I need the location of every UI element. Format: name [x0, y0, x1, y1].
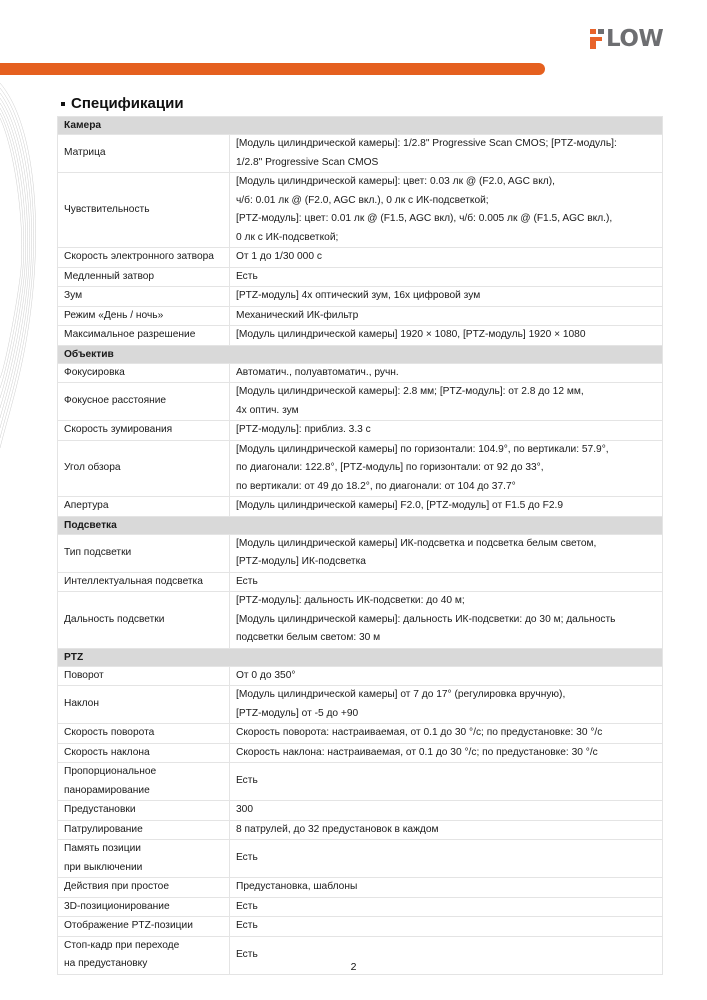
spec-value-line: [Модуль цилиндрической камеры] по горизонтали: 104.9°, по вертикали: 57.9°,: [236, 443, 609, 455]
spec-value-line: Есть: [236, 920, 258, 931]
specifications-table: [57, 116, 663, 975]
spec-key-line: Фокусировка: [64, 366, 125, 378]
header-accent-bar: [0, 63, 545, 75]
spec-value-line: [Модуль цилиндрической камеры]: дальность ИК-подсветки: до 30 м; дальность: [236, 613, 616, 625]
spec-key-line: панорамирование: [64, 784, 150, 796]
spec-key-line: Скорость электронного затвора: [64, 251, 214, 262]
logo-text: LOW: [606, 26, 664, 52]
table-row: [58, 897, 663, 917]
table-row: [58, 306, 663, 326]
spec-key: [58, 287, 230, 307]
spec-key: [58, 383, 230, 421]
spec-key: [58, 363, 230, 383]
spec-key: [58, 840, 230, 878]
spec-key: [58, 686, 230, 724]
spec-value: [230, 592, 663, 649]
spec-key-line: Отображение PTZ-позиции: [64, 920, 193, 931]
flow-logo: [590, 28, 663, 50]
spec-value: [230, 497, 663, 517]
spec-value-line: Есть: [236, 575, 258, 587]
table-row: [58, 497, 663, 517]
spec-value-line: [PTZ-модуль]: дальность ИК-подсветки: до 40 м;: [236, 595, 465, 606]
spec-value-line: по диагонали: 122.8°, [PTZ-модуль] по горизонтали: от 92 до 33°,: [236, 462, 544, 473]
table-row: [58, 820, 663, 840]
spec-value-line: по вертикали: от 49 до 18.2°, по диагонали: от 104 до 37.7°: [236, 480, 516, 492]
spec-value: [230, 306, 663, 326]
decorative-curves-icon: [0, 78, 60, 458]
table-row: [58, 248, 663, 268]
spec-value-line: Есть: [236, 270, 258, 282]
spec-value-line: [Модуль цилиндрической камеры]: 2.8 мм; [PTZ-модуль]: от 2.8 до 12 мм,: [236, 386, 584, 397]
table-row: [58, 572, 663, 592]
table-row: [58, 383, 663, 421]
spec-value: [230, 686, 663, 724]
spec-key: [58, 421, 230, 441]
spec-value-line: От 1 до 1/30 000 с: [236, 251, 322, 262]
spec-key-line: Действия при простое: [64, 881, 169, 892]
table-row: [58, 421, 663, 441]
spec-value-line: [Модуль цилиндрической камеры] 1920 × 1080, [PTZ-модуль] 1920 × 1080: [236, 329, 586, 340]
spec-value-line: Автоматич., полуавтоматич., ручн.: [236, 366, 399, 378]
spec-value-line: [PTZ-модуль] 4x оптический зум, 16x цифровой зум: [236, 290, 481, 301]
table-row: [58, 173, 663, 248]
spec-value-line: 4x оптич. зум: [236, 404, 299, 416]
spec-value-line: [Модуль цилиндрической камеры] ИК-подсветка и подсветка белым светом,: [236, 537, 597, 549]
spec-key-line: Медленный затвор: [64, 270, 155, 282]
spec-key-line: Чувствительность: [64, 203, 150, 215]
spec-key-line: Патрулирование: [64, 823, 143, 835]
spec-key-line: Фокусное расстояние: [64, 395, 167, 407]
spec-key: [58, 572, 230, 592]
spec-key: [58, 878, 230, 898]
spec-key: [58, 173, 230, 248]
spec-value: [230, 917, 663, 937]
spec-value-line: Есть: [236, 900, 258, 912]
spec-value-line: [Модуль цилиндрической камеры] от 7 до 17° (регулировка вручную),: [236, 689, 566, 700]
spec-value: [230, 326, 663, 346]
page-title: [61, 95, 184, 112]
table-row: [58, 287, 663, 307]
spec-value: [230, 763, 663, 801]
spec-key: [58, 917, 230, 937]
spec-key-line: Матрица: [64, 147, 106, 159]
spec-value: [230, 267, 663, 287]
spec-value-line: [PTZ-модуль] от -5 до +90: [236, 707, 359, 719]
spec-key-line: Скорость поворота: [64, 727, 155, 738]
section-title: Подсветка: [58, 516, 663, 534]
spec-value-line: [Модуль цилиндрической камеры] F2.0, [PTZ-модуль] от F1.5 до F2.9: [236, 500, 564, 511]
spec-key-line: Предустановки: [64, 804, 136, 815]
spec-value: [230, 897, 663, 917]
spec-key-line: Стоп-кадр при переходе: [64, 939, 180, 951]
spec-key-line: Дальность подсветки: [64, 613, 165, 625]
spec-value-line: подсветки белым светом: 30 м: [236, 632, 381, 643]
spec-value-line: От 0 до 350°: [236, 669, 296, 681]
spec-key-line: Максимальное разрешение: [64, 329, 196, 340]
table-row: [58, 666, 663, 686]
spec-value-line: [PTZ-модуль]: цвет: 0.01 лк @ (F1.5, AGC вкл), ч/б: 0.005 лк @ (F1.5, AGC вкл.),: [236, 213, 613, 224]
spec-value: [230, 363, 663, 383]
spec-key-line: при выключении: [64, 861, 143, 873]
spec-value: [230, 421, 663, 441]
table-row: [58, 326, 663, 346]
table-row: [58, 840, 663, 878]
spec-value: [230, 743, 663, 763]
spec-value-line: [Модуль цилиндрической камеры]: цвет: 0.03 лк @ (F2.0, AGC вкл),: [236, 176, 555, 187]
spec-key: [58, 592, 230, 649]
spec-value-line: ч/б: 0.01 лк @ (F2.0, AGC вкл.), 0 лк с ИК-подсветкой;: [236, 194, 489, 206]
spec-key: [58, 267, 230, 287]
spec-value: [230, 440, 663, 497]
spec-key: [58, 135, 230, 173]
spec-key-line: Апертура: [64, 500, 109, 511]
table-row: [58, 801, 663, 821]
spec-key-line: Режим «День / ночь»: [64, 309, 164, 321]
spec-value: [230, 572, 663, 592]
spec-value: [230, 534, 663, 572]
spec-key: [58, 801, 230, 821]
spec-value-line: Скорость наклона: настраиваемая, от 0.1 до 30 °/с; по предустановке: 30 °/с: [236, 746, 598, 758]
spec-value-line: Механический ИК-фильтр: [236, 309, 359, 321]
spec-key: [58, 497, 230, 517]
bullet-icon: [61, 102, 65, 106]
section-header: [58, 648, 663, 666]
table-row: [58, 878, 663, 898]
spec-value-line: Скорость поворота: настраиваемая, от 0.1 до 30 °/с; по предустановке: 30 °/с: [236, 727, 603, 738]
logo-mark-icon: [590, 29, 604, 49]
spec-key: [58, 248, 230, 268]
section-title: Объектив: [58, 345, 663, 363]
spec-value: [230, 820, 663, 840]
spec-key-line: Память позиции: [64, 843, 141, 854]
spec-value: [230, 287, 663, 307]
spec-value-line: 0 лк с ИК-подсветкой;: [236, 231, 339, 243]
spec-key: [58, 724, 230, 744]
spec-value-line: Есть: [236, 775, 258, 787]
table-row: [58, 686, 663, 724]
spec-key: [58, 326, 230, 346]
spec-value: [230, 840, 663, 878]
spec-value: [230, 724, 663, 744]
spec-key: [58, 820, 230, 840]
page-title-text: Спецификации: [71, 95, 184, 112]
table-row: [58, 592, 663, 649]
table-row: [58, 363, 663, 383]
table-row: [58, 917, 663, 937]
spec-value-line: [Модуль цилиндрической камеры]: 1/2.8" Progressive Scan CMOS; [PTZ-модуль]:: [236, 138, 617, 149]
spec-value: [230, 248, 663, 268]
section-header: [58, 345, 663, 363]
table-row: [58, 135, 663, 173]
spec-key: [58, 897, 230, 917]
spec-value-line: Предустановка, шаблоны: [236, 881, 358, 892]
spec-key-line: Поворот: [64, 669, 104, 681]
table-row: [58, 440, 663, 497]
spec-value-line: [PTZ-модуль]: приблиз. 3.3 с: [236, 424, 371, 435]
table-row: [58, 534, 663, 572]
spec-key: [58, 666, 230, 686]
section-title: Камера: [58, 117, 663, 135]
spec-key: [58, 440, 230, 497]
spec-value: [230, 801, 663, 821]
spec-value: [230, 383, 663, 421]
spec-key-line: Наклон: [64, 698, 99, 710]
spec-key-line: Пропорциональное: [64, 766, 157, 777]
spec-value-line: Есть: [236, 948, 258, 960]
spec-key: [58, 534, 230, 572]
spec-value: [230, 173, 663, 248]
spec-value-line: Есть: [236, 852, 258, 864]
spec-key-line: на предустановку: [64, 958, 148, 969]
spec-value: [230, 666, 663, 686]
spec-key-line: Скорость наклона: [64, 746, 150, 758]
spec-value: [230, 135, 663, 173]
spec-key-line: Скорость зумирования: [64, 424, 173, 435]
spec-value-line: 1/2.8" Progressive Scan CMOS: [236, 156, 379, 168]
table-row: [58, 724, 663, 744]
page-number: 2: [350, 961, 357, 973]
spec-value: [230, 878, 663, 898]
section-header: [58, 516, 663, 534]
section-title: PTZ: [58, 648, 663, 666]
spec-key: [58, 743, 230, 763]
spec-key-line: Интеллектуальная подсветка: [64, 575, 203, 587]
spec-key-line: Зум: [64, 290, 83, 301]
spec-key-line: Тип подсветки: [64, 546, 132, 558]
spec-key-line: 3D-позиционирование: [64, 900, 170, 912]
section-header: [58, 117, 663, 135]
table-row: [58, 267, 663, 287]
spec-key-line: Угол обзора: [64, 462, 121, 473]
spec-value-line: 300: [236, 804, 253, 815]
table-row: [58, 763, 663, 801]
spec-key: [58, 306, 230, 326]
spec-value-line: [PTZ-модуль] ИК-подсветка: [236, 556, 366, 567]
spec-value-line: 8 патрулей, до 32 предустановок в каждом: [236, 823, 439, 835]
spec-key: [58, 763, 230, 801]
table-row: [58, 743, 663, 763]
